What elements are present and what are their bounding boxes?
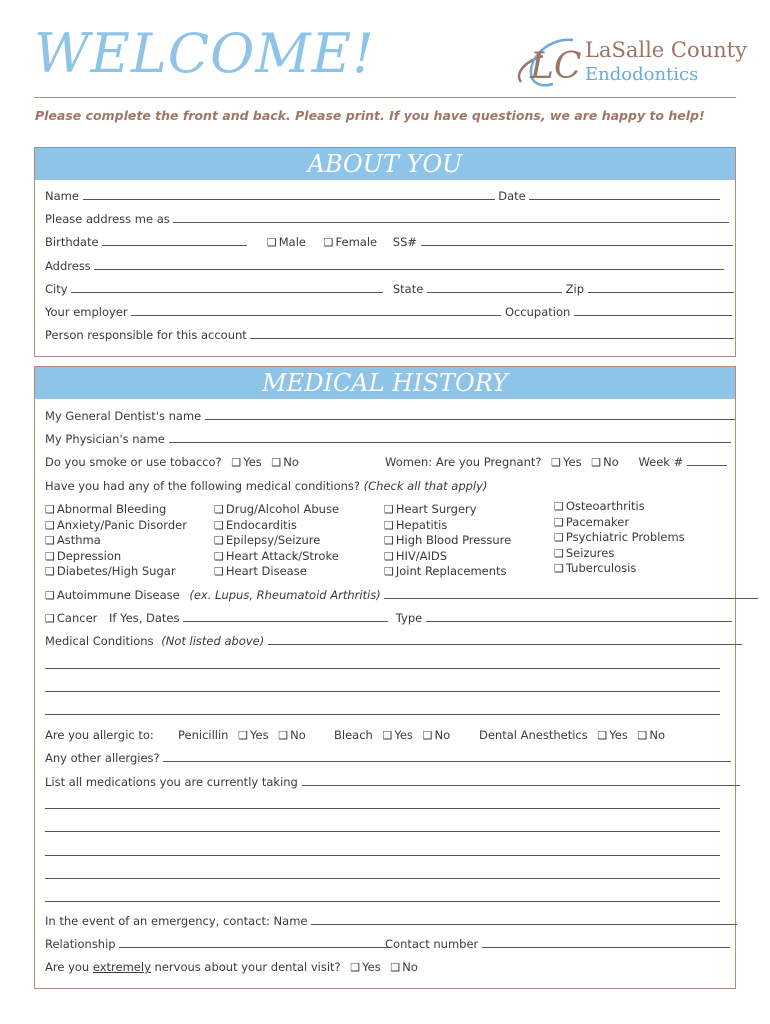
contact-number-label: Contact number xyxy=(385,937,479,951)
header-divider xyxy=(34,97,736,98)
employer-row xyxy=(45,305,732,319)
nervous-question-pre: Are you xyxy=(45,960,90,974)
date-field[interactable] xyxy=(529,190,720,200)
smoke-row xyxy=(45,455,299,469)
occupation-field[interactable] xyxy=(574,306,732,316)
cancer-type-field[interactable] xyxy=(426,612,732,622)
bleach-label: Bleach xyxy=(334,728,373,742)
birthdate-row xyxy=(45,235,733,249)
lc-monogram-icon xyxy=(513,34,583,92)
section-title: ABOUT YOU xyxy=(35,148,735,180)
nervous-row xyxy=(45,960,418,974)
address-me-label: Please address me as xyxy=(45,212,170,226)
male-checkbox[interactable]: ❑ Male xyxy=(266,235,306,249)
condition-checkbox[interactable]: ❑ Heart Disease xyxy=(214,564,307,578)
ssn-field[interactable] xyxy=(421,236,733,246)
smoke-no-checkbox[interactable]: ❑ No xyxy=(271,455,299,469)
about-you-section xyxy=(34,147,736,357)
physician-label: My Physician's name xyxy=(45,432,165,446)
penicillin-no-checkbox[interactable]: ❑ No xyxy=(278,728,306,742)
blank-line xyxy=(45,798,720,812)
condition-checkbox[interactable]: ❑ Osteoarthritis xyxy=(554,499,645,513)
instructions-text: Please complete the front and back. Please print. If you have questions, we are happy to help! xyxy=(35,108,705,123)
medications-field-3[interactable] xyxy=(45,822,720,832)
condition-checkbox[interactable]: ❑ Depression xyxy=(45,548,122,563)
condition-checkbox[interactable]: ❑ Anxiety/Panic Disorder xyxy=(45,517,187,532)
welcome-title: WELCOME! xyxy=(34,22,375,85)
week-label: Week # xyxy=(638,455,684,469)
condition-checkbox[interactable]: ❑ Tuberculosis xyxy=(554,561,637,575)
bleach-no-checkbox[interactable]: ❑ No xyxy=(422,728,451,742)
checkbox-icon: ❑ xyxy=(323,236,334,249)
medical-conditions-label: Medical Conditions xyxy=(45,634,154,648)
checkbox-icon: ❑ xyxy=(271,456,282,469)
date-label: Date xyxy=(498,189,526,203)
blank-line xyxy=(45,821,720,835)
physician-field[interactable] xyxy=(169,433,731,443)
birthdate-field[interactable] xyxy=(102,236,247,246)
medications-field-4[interactable] xyxy=(45,846,720,856)
autoimmune-field[interactable] xyxy=(384,589,758,599)
checkbox-icon: ❑ xyxy=(597,729,608,742)
address-label: Address xyxy=(45,259,91,273)
name-row xyxy=(45,189,720,203)
name-label: Name xyxy=(45,189,79,203)
anesthetics-label: Dental Anesthetics xyxy=(479,728,588,742)
condition-checkbox[interactable]: ❑ Heart Attack/Stroke xyxy=(214,548,339,563)
conditions-note: (Check all that apply) xyxy=(363,479,488,493)
medical-conditions-field-4[interactable] xyxy=(45,705,720,715)
condition-checkbox[interactable]: ❑ Pacemaker xyxy=(554,514,630,529)
condition-checkbox[interactable]: ❑ Diabetes/High Sugar xyxy=(45,564,176,578)
relationship-row xyxy=(45,937,389,951)
emergency-label: In the event of an emergency, contact: Name xyxy=(45,914,308,928)
penicillin-row xyxy=(178,728,306,742)
logo-name: LaSalle County xyxy=(585,38,747,62)
medical-conditions-field-2[interactable] xyxy=(45,659,720,669)
contact-number-row xyxy=(385,937,730,951)
section-title: MEDICAL HISTORY xyxy=(35,367,735,399)
checkbox-icon: ❑ xyxy=(238,729,249,742)
other-allergies-label: Any other allergies? xyxy=(45,751,160,765)
nervous-yes-checkbox[interactable]: ❑ Yes xyxy=(350,960,381,974)
pregnant-no-checkbox[interactable]: ❑ No xyxy=(591,455,619,469)
medications-field-6[interactable] xyxy=(45,892,720,902)
occupation-label: Occupation xyxy=(504,305,571,319)
general-dentist-label: My General Dentist's name xyxy=(45,409,202,423)
condition-checkbox[interactable]: ❑ Epilepsy/Seizure xyxy=(214,533,321,547)
medications-field-5[interactable] xyxy=(45,869,720,879)
blank-line xyxy=(45,845,720,859)
condition-checkbox[interactable]: ❑ Seizures xyxy=(554,545,615,560)
general-dentist-row xyxy=(45,409,735,423)
condition-checkbox[interactable]: ❑ Hepatitis xyxy=(384,517,448,532)
condition-checkbox[interactable]: ❑ Endocarditis xyxy=(214,517,297,532)
checkbox-icon: ❑ xyxy=(591,456,602,469)
blank-line xyxy=(45,704,720,718)
nervous-question-emphasis: extremely xyxy=(92,960,151,974)
conditions-col-1 xyxy=(45,502,187,580)
anesthetics-row xyxy=(479,728,665,742)
responsible-field[interactable] xyxy=(250,329,734,339)
female-checkbox[interactable]: ❑ Female xyxy=(323,235,378,249)
smoke-yes-checkbox[interactable]: ❑ Yes xyxy=(231,455,262,469)
checkbox-icon: ❑ xyxy=(382,729,393,742)
checkbox-icon: ❑ xyxy=(45,612,55,625)
condition-checkbox[interactable]: ❑ HIV/AIDS xyxy=(384,548,448,563)
blank-line xyxy=(45,658,720,672)
practice-logo xyxy=(513,34,747,94)
smoke-question: Do you smoke or use tobacco? xyxy=(45,455,222,469)
blank-line xyxy=(45,891,720,905)
address-me-field[interactable] xyxy=(173,213,729,223)
pregnant-yes-checkbox[interactable]: ❑ Yes xyxy=(551,455,582,469)
logo-subname: Endodontics xyxy=(585,64,699,85)
autoimmune-note: (ex. Lupus, Rheumatoid Arthritis) xyxy=(189,588,381,602)
medications-field-2[interactable] xyxy=(45,799,720,809)
not-listed-note: (Not listed above) xyxy=(161,634,265,648)
city-row xyxy=(45,282,734,296)
pregnant-question: Women: Are you Pregnant? xyxy=(385,455,542,469)
cancer-type-label: Type xyxy=(395,611,423,625)
nervous-no-checkbox[interactable]: ❑ No xyxy=(390,960,418,974)
allergic-question: Are you allergic to: xyxy=(45,728,154,742)
condition-checkbox[interactable]: ❑ Heart Surgery xyxy=(384,502,477,516)
medical-conditions-row xyxy=(45,634,742,648)
employer-field[interactable] xyxy=(131,306,501,316)
emergency-name-field[interactable] xyxy=(311,915,737,925)
checkbox-icon: ❑ xyxy=(637,729,648,742)
checkbox-icon: ❑ xyxy=(422,729,433,742)
medical-conditions-field-3[interactable] xyxy=(45,682,720,692)
checkbox-icon: ❑ xyxy=(278,729,289,742)
condition-checkbox[interactable]: ❑ High Blood Pressure xyxy=(384,533,512,547)
checkbox-icon: ❑ xyxy=(551,456,562,469)
contact-number-field[interactable] xyxy=(482,938,730,948)
checkbox-icon: ❑ xyxy=(390,961,401,974)
checkbox-icon: ❑ xyxy=(231,456,242,469)
address-field[interactable] xyxy=(94,260,724,270)
autoimmune-row xyxy=(45,588,758,602)
responsible-row xyxy=(45,328,734,342)
city-label: City xyxy=(45,282,68,296)
cancer-checkbox[interactable]: ❑ Cancer xyxy=(45,611,98,625)
nervous-question-post: nervous about your dental visit? xyxy=(154,960,341,974)
autoimmune-checkbox[interactable]: ❑ Autoimmune Disease xyxy=(45,588,180,602)
blank-line xyxy=(45,681,720,695)
pregnant-row xyxy=(385,455,727,469)
birthdate-label: Birthdate xyxy=(45,235,99,249)
penicillin-yes-checkbox[interactable]: ❑ Yes xyxy=(238,728,269,742)
conditions-question: Have you had any of the following medical conditions? xyxy=(45,479,360,493)
medications-row xyxy=(45,775,740,789)
condition-checkbox[interactable]: ❑ Psychiatric Problems xyxy=(554,530,685,544)
physician-row xyxy=(45,432,731,446)
cancer-dates-field[interactable] xyxy=(183,612,388,622)
state-label: State xyxy=(392,282,424,296)
bleach-row xyxy=(334,728,450,742)
address-me-row xyxy=(45,212,729,226)
conditions-col-4 xyxy=(554,499,685,577)
bleach-yes-checkbox[interactable]: ❑ Yes xyxy=(382,728,413,742)
employer-label: Your employer xyxy=(45,305,128,319)
checkbox-icon: ❑ xyxy=(350,961,361,974)
anesthetics-no-checkbox[interactable]: ❑ No xyxy=(637,728,666,742)
penicillin-label: Penicillin xyxy=(178,728,229,742)
other-allergies-field[interactable] xyxy=(163,752,731,762)
general-dentist-field[interactable] xyxy=(205,410,735,420)
cancer-dates-label: If Yes, Dates xyxy=(109,611,180,625)
medications-field[interactable] xyxy=(302,776,740,786)
responsible-label: Person responsible for this account xyxy=(45,328,247,342)
conditions-question-row xyxy=(45,479,487,493)
ssn-label: SS# xyxy=(392,235,418,249)
state-field[interactable] xyxy=(427,283,562,293)
condition-checkbox[interactable]: ❑ Drug/Alcohol Abuse xyxy=(214,502,340,516)
checkbox-icon: ❑ xyxy=(266,236,277,249)
anesthetics-yes-checkbox[interactable]: ❑ Yes xyxy=(597,728,628,742)
cancer-row xyxy=(45,611,732,625)
city-field[interactable] xyxy=(71,283,383,293)
svg-text:LC: LC xyxy=(530,46,582,87)
medications-label: List all medications you are currently taking xyxy=(45,775,298,789)
relationship-field[interactable] xyxy=(119,938,389,948)
conditions-col-3 xyxy=(384,502,511,580)
condition-checkbox[interactable]: ❑ Asthma xyxy=(45,533,101,547)
week-field[interactable] xyxy=(687,456,727,466)
blank-line xyxy=(45,868,720,882)
relationship-label: Relationship xyxy=(45,937,116,951)
emergency-row xyxy=(45,914,737,928)
zip-field[interactable] xyxy=(588,283,734,293)
medical-conditions-field[interactable] xyxy=(268,635,742,645)
other-allergies-row xyxy=(45,751,731,765)
zip-label: Zip xyxy=(565,282,584,296)
checkbox-icon: ❑ xyxy=(45,589,55,602)
name-field[interactable] xyxy=(83,190,495,200)
address-row xyxy=(45,259,724,273)
condition-checkbox[interactable]: ❑ Joint Replacements xyxy=(384,564,507,578)
conditions-col-2 xyxy=(214,502,339,580)
condition-checkbox[interactable]: ❑ Abnormal Bleeding xyxy=(45,502,167,516)
